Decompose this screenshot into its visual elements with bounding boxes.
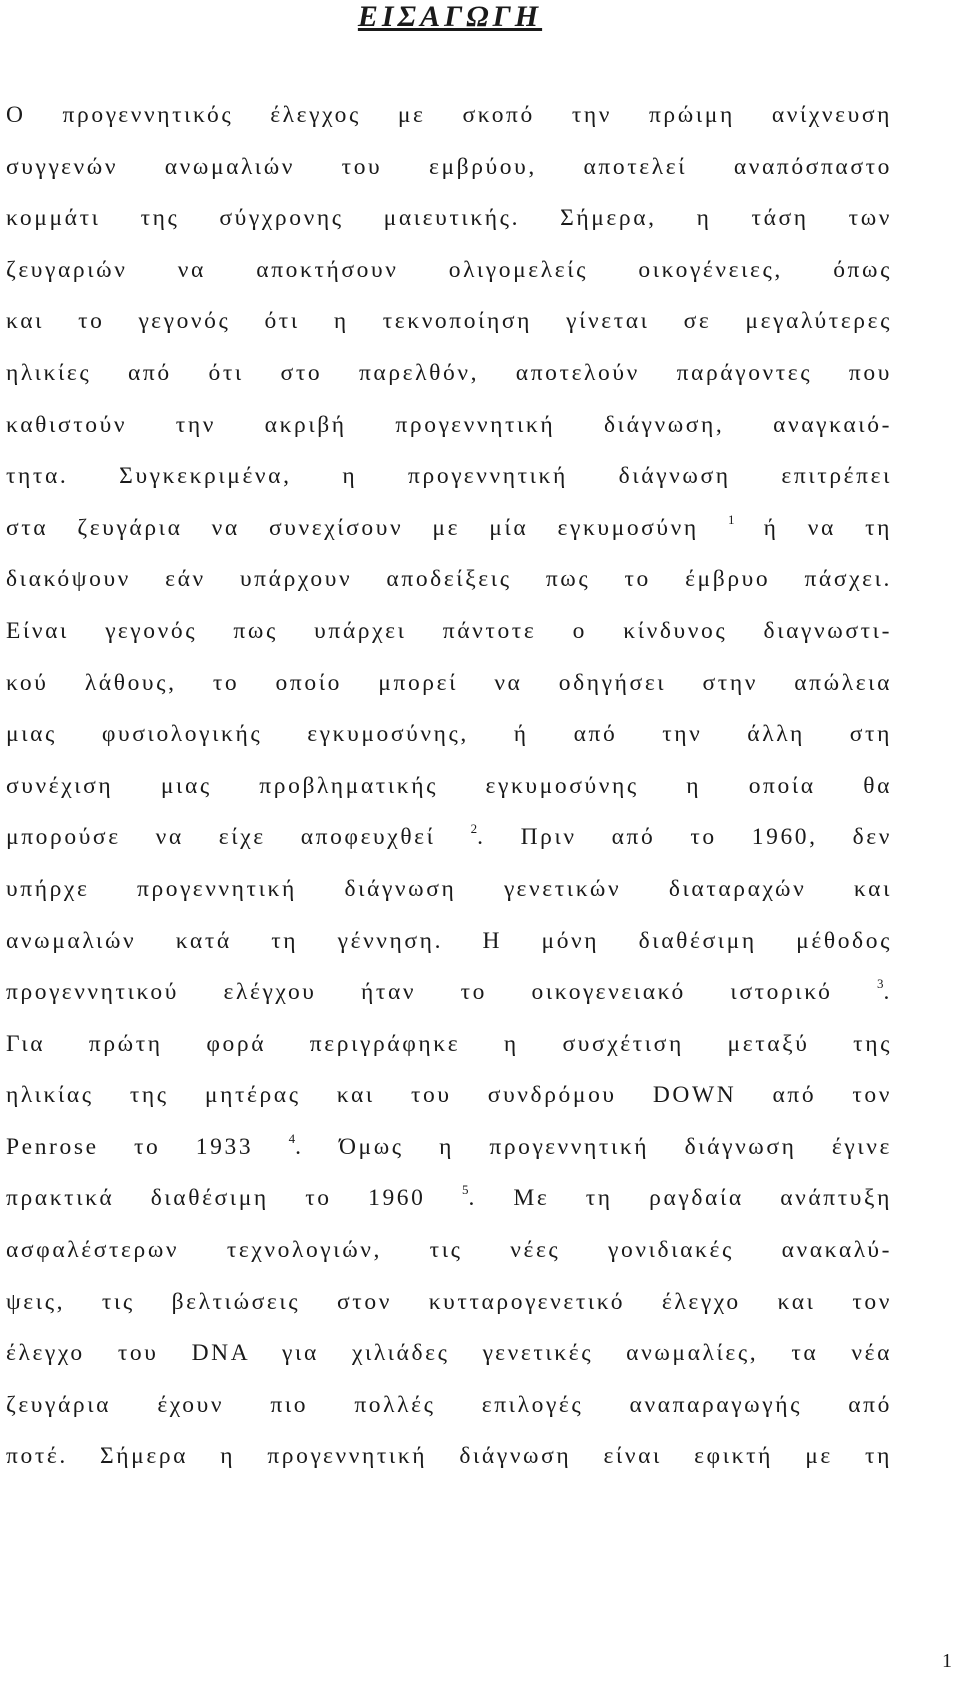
text-line: Penrose το 1933 $^4$. Όμως η προγεννητική διάγνωση έγινε	[6, 1130, 892, 1160]
text-line: συγγενών ανωμαλιών του εμβρύου, αποτελεί αναπόσπαστο	[6, 153, 892, 180]
text-line: διακόψουν εάν υπάρχουν αποδείξεις πως το έμβρυο πάσχει.	[6, 566, 892, 593]
section-title: ΕΙΣΑΓΩΓΗ	[357, 0, 543, 33]
text-line: ποτέ. Σήμερα η προγεννητική διάγνωση είναι εφικτή με τη	[6, 1443, 892, 1470]
text-line: Είναι γεγονός πως υπάρχει πάντοτε ο κίνδυνος διαγνωστι-	[6, 617, 892, 644]
text-line: προγεννητικού ελέγχου ήταν το οικογενειακό ιστορικό $^3$.	[6, 976, 892, 1006]
footnote-ref: 5	[461, 1182, 469, 1198]
text-line: υπήρχε προγεννητική διάγνωση γενετικών διαταραχών και	[6, 875, 892, 902]
text-line: ηλικίες από ότι στο παρελθόν, αποτελούν παράγοντες που	[6, 359, 892, 386]
text-line: τητα. Συγκεκριμένα, η προγεννητική διάγνωση επιτρέπει	[6, 463, 892, 490]
text-line: έλεγχο του DNA για χιλιάδες γενετικές ανωμαλίες, τα νέα	[6, 1340, 892, 1367]
footnote-ref: 1	[727, 511, 735, 527]
text-line: μιας φυσιολογικής εγκυμοσύνης, ή από την άλλη στη	[6, 721, 892, 748]
footnote-ref: 3	[877, 976, 884, 992]
text-line: στα ζευγάρια να συνεχίσουν με μία εγκυμοσύνη $^1$ ή να τη	[6, 511, 892, 541]
text-line: πρακτικά διαθέσιμη το 1960 $^5$. Με τη ραγδαία ανάπτυξη	[6, 1182, 892, 1212]
footnote-ref: 4	[288, 1130, 296, 1146]
text-line: μπορούσε να είχε αποφευχθεί $^2$. Πριν από το 1960, δεν	[6, 821, 892, 851]
text-line: ανωμαλιών κατά τη γέννηση. Η μόνη διαθέσιμη μέθοδος	[6, 927, 892, 954]
text-line: συνέχιση μιας προβληματικής εγκυμοσύνης η οποία θα	[6, 772, 892, 799]
footnote-ref: 2	[470, 821, 478, 837]
text-line: κού λάθους, το οποίο μπορεί να οδηγήσει στην απώλεια	[6, 669, 892, 696]
text-line: ψεις, τις βελτιώσεις στον κυτταρογενετικό έλεγχο και τον	[6, 1288, 892, 1315]
body-paragraph	[6, 96, 892, 1489]
text-line: και το γεγονός ότι η τεκνοποίηση γίνεται σε μεγαλύτερες	[6, 308, 892, 335]
text-line: ζευγαριών να αποκτήσουν ολιγομελείς οικογένειες, όπως	[6, 256, 892, 283]
text-line: ηλικίας της μητέρας και του συνδρόμου DOWN από τον	[6, 1082, 892, 1109]
text-line: καθιστούν την ακριβή προγεννητική διάγνωση, αναγκαιό-	[6, 411, 892, 438]
text-line: Για πρώτη φορά περιγράφηκε η συσχέτιση μεταξύ της	[6, 1030, 892, 1057]
text-line: Ο προγεννητικός έλεγχος με σκοπό την πρώιμη ανίχνευση	[6, 102, 892, 128]
text-line: κομμάτι της σύγχρονης μαιευτικής. Σήμερα, η τάση των	[6, 205, 892, 232]
page-number: 1	[942, 1650, 952, 1672]
text-line: ασφαλέστερων τεχνολογιών, τις νέες γονιδιακές ανακαλύ-	[6, 1237, 892, 1264]
text-line: ζευγάρια έχουν πιο πολλές επιλογές αναπαραγωγής από	[6, 1391, 892, 1418]
